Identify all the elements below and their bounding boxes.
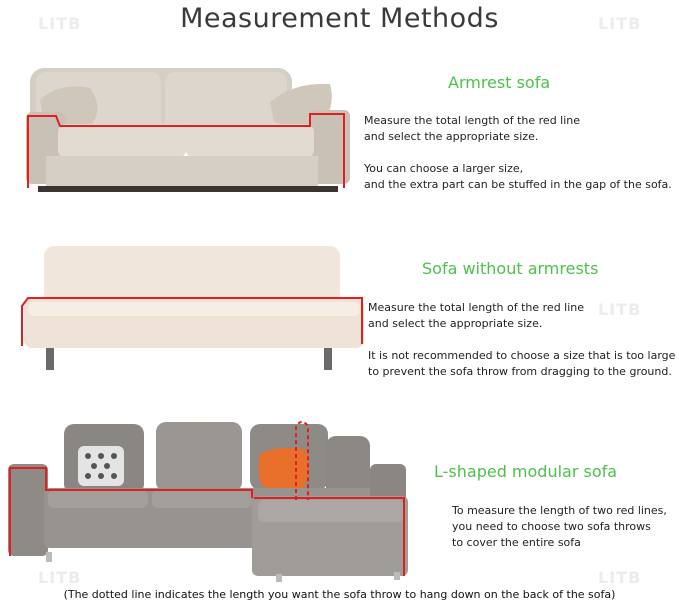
section-desc-l-shaped xyxy=(452,503,667,551)
footer-note: (The dotted line indicates the length you want the sofa throw to hang down on the back of the sofa) xyxy=(63,588,616,601)
desc-line: To measure the length of two red lines, xyxy=(452,504,667,517)
armless-sofa-illustration xyxy=(18,240,370,375)
desc-line: and select the appropriate size. xyxy=(364,130,539,143)
section-title-armless: Sofa without armrests xyxy=(422,259,599,278)
desc-line: you need to choose two sofa throws xyxy=(452,520,651,533)
section-title-armrest: Armrest sofa xyxy=(448,73,551,92)
desc-line: You can choose a larger size, xyxy=(364,162,524,175)
watermark-logo: LITB xyxy=(598,300,642,319)
desc-line: and select the appropriate size. xyxy=(368,317,543,330)
l-shaped-sofa-illustration xyxy=(6,416,416,584)
section-desc-armrest xyxy=(364,113,672,193)
section-title-l-shaped: L-shaped modular sofa xyxy=(434,462,618,481)
section-desc-armless xyxy=(368,300,675,380)
desc-line: It is not recommended to choose a size that is too large xyxy=(368,349,676,362)
watermark-logo: LITB xyxy=(38,14,82,33)
watermark-logo: LITB xyxy=(38,568,82,587)
desc-line: to cover the entire sofa xyxy=(452,536,581,549)
page-title: Measurement Methods xyxy=(180,3,499,34)
watermark-logo: LITB xyxy=(598,14,642,33)
watermark-logo: LITB xyxy=(598,568,642,587)
desc-line: Measure the total length of the red line xyxy=(368,301,585,314)
armrest-sofa-illustration xyxy=(18,60,353,200)
desc-line: Measure the total length of the red line xyxy=(364,114,581,127)
desc-line: and the extra part can be stuffed in the gap of the sofa. xyxy=(364,178,672,191)
desc-line: to prevent the sofa throw from dragging to the ground. xyxy=(368,365,672,378)
